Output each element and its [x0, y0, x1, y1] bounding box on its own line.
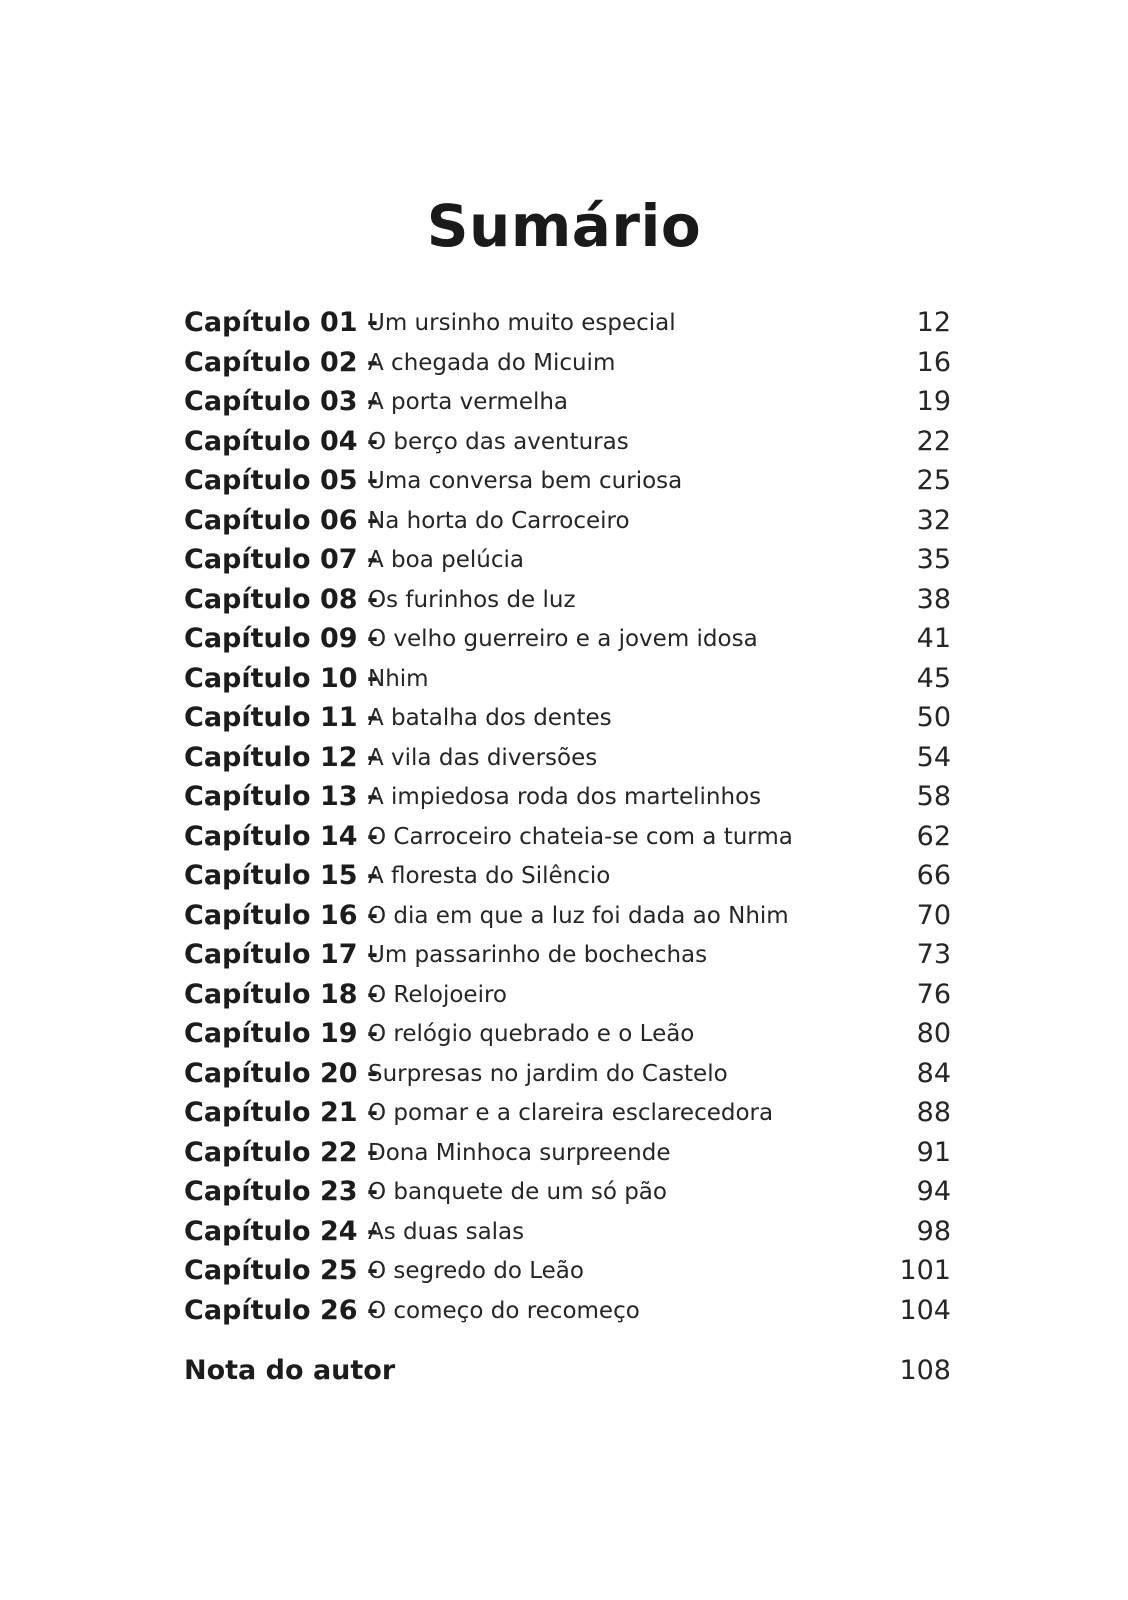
toc-entry-chapter — [184, 896, 951, 936]
toc-entry-chapter — [184, 501, 951, 541]
chapter-label: Capítulo 02 - — [184, 346, 379, 378]
chapter-label: Capítulo 26 - — [184, 1294, 379, 1326]
toc-entry-chapter — [184, 856, 951, 896]
chapter-page-number: 76 — [916, 978, 951, 1010]
chapter-page-number: 94 — [916, 1176, 951, 1207]
chapter-page-number: 101 — [899, 1255, 951, 1286]
chapter-title: O segredo do Leão — [368, 1258, 584, 1284]
toc-entry-chapter — [184, 461, 951, 501]
chapter-page-number: 54 — [916, 741, 951, 773]
toc-entry-chapter — [184, 1212, 951, 1252]
chapter-title: A chegada do Micuim — [368, 349, 616, 376]
chapter-page-number: 45 — [916, 662, 951, 694]
chapter-title: O dia em que a luz foi dada ao Nhim — [368, 902, 789, 929]
toc-entry-chapter — [184, 422, 951, 462]
toc-entry-chapter — [184, 540, 951, 580]
toc-entry-chapter — [184, 1291, 951, 1331]
chapter-label: Capítulo 09 - — [184, 623, 379, 654]
chapter-page-number: 50 — [916, 702, 951, 733]
chapter-page-number: 19 — [916, 386, 951, 417]
chapter-title: Um ursinho muito especial — [368, 310, 676, 336]
chapter-label: Capítulo 19 - — [184, 1018, 379, 1049]
chapter-title: A impiedosa roda dos martelinhos — [368, 784, 762, 810]
chapter-page-number: 80 — [916, 1018, 951, 1049]
toc-entry-chapter — [184, 1133, 951, 1173]
toc-entry-chapter — [184, 343, 951, 383]
toc-entry-chapter — [184, 1093, 951, 1133]
chapter-title: O Relojoeiro — [368, 981, 507, 1008]
chapter-title: Uma conversa bem curiosa — [368, 468, 683, 494]
chapter-page-number: 22 — [916, 425, 951, 457]
page-title: Sumário — [426, 192, 702, 260]
chapter-page-number: 104 — [899, 1294, 951, 1326]
chapter-title: O relógio quebrado e o Leão — [368, 1021, 695, 1047]
chapter-page-number: 73 — [916, 939, 951, 970]
chapter-page-number: 91 — [916, 1136, 951, 1168]
chapter-label: Capítulo 24 - — [184, 1215, 379, 1247]
toc-entry-chapter — [184, 738, 951, 778]
chapter-title: A vila das diversões — [368, 744, 598, 771]
chapter-page-number: 35 — [916, 544, 951, 575]
chapter-label: Capítulo 08 - — [184, 583, 379, 615]
chapter-page-number: 12 — [916, 307, 951, 338]
toc-entry-chapter — [184, 1054, 951, 1094]
chapter-label: Capítulo 21 - — [184, 1097, 379, 1128]
author-note-page-number: 108 — [899, 1355, 951, 1386]
chapter-label: Capítulo 11 - — [184, 702, 379, 733]
toc-entry-chapter — [184, 935, 951, 975]
chapter-title: Os furinhos de luz — [368, 586, 576, 613]
toc-entry-chapter — [184, 382, 951, 422]
chapter-label: Capítulo 23 - — [184, 1176, 379, 1207]
chapter-page-number: 84 — [916, 1057, 951, 1089]
toc-entry-author-note — [184, 1351, 951, 1391]
toc-entry-chapter — [184, 777, 951, 817]
chapter-title: A boa pelúcia — [368, 547, 524, 573]
chapter-label: Capítulo 15 - — [184, 860, 379, 891]
toc-entry-chapter — [184, 303, 951, 343]
chapter-page-number: 88 — [916, 1097, 951, 1128]
chapter-title: O pomar e a clareira esclarecedora — [368, 1100, 774, 1126]
table-of-contents — [184, 303, 951, 1330]
toc-entry-chapter — [184, 1172, 951, 1212]
chapter-title: Nhim — [368, 665, 429, 692]
toc-entry-chapter — [184, 659, 951, 699]
chapter-page-number: 70 — [916, 899, 951, 931]
chapter-page-number: 38 — [916, 583, 951, 615]
toc-entry-chapter — [184, 1014, 951, 1054]
chapter-label: Capítulo 03 - — [184, 386, 379, 417]
chapter-label: Capítulo 14 - — [184, 820, 379, 852]
chapter-title: O berço das aventuras — [368, 428, 629, 455]
chapter-label: Capítulo 12 - — [184, 741, 379, 773]
toc-entry-chapter — [184, 975, 951, 1015]
chapter-page-number: 32 — [916, 504, 951, 536]
chapter-title: A porta vermelha — [368, 389, 569, 415]
chapter-label: Capítulo 25 - — [184, 1255, 379, 1286]
chapter-label: Capítulo 06 - — [184, 504, 379, 536]
chapter-title: O velho guerreiro e a jovem idosa — [368, 626, 758, 652]
chapter-title: Dona Minhoca surpreende — [368, 1139, 671, 1166]
chapter-page-number: 25 — [916, 465, 951, 496]
chapter-label: Capítulo 05 - — [184, 465, 379, 496]
toc-entry-chapter — [184, 619, 951, 659]
chapter-page-number: 16 — [916, 346, 951, 378]
chapter-page-number: 98 — [916, 1215, 951, 1247]
chapter-title: O Carroceiro chateia-se com a turma — [368, 823, 793, 850]
toc-entry-chapter — [184, 698, 951, 738]
chapter-title: O banquete de um só pão — [368, 1179, 667, 1205]
chapter-label: Capítulo 01 - — [184, 307, 379, 338]
chapter-label: Capítulo 10 - — [184, 662, 379, 694]
chapter-title: O começo do recomeço — [368, 1297, 640, 1324]
chapter-title: Um passarinho de bochechas — [368, 942, 708, 968]
chapter-label: Capítulo 18 - — [184, 978, 379, 1010]
chapter-title: As duas salas — [368, 1218, 525, 1245]
chapter-label: Capítulo 16 - — [184, 899, 379, 931]
chapter-title: A floresta do Silêncio — [368, 863, 611, 889]
chapter-title: Na horta do Carroceiro — [368, 507, 630, 534]
chapter-label: Capítulo 04 - — [184, 425, 379, 457]
chapter-label: Capítulo 13 - — [184, 781, 379, 812]
chapter-label: Capítulo 22 - — [184, 1136, 379, 1168]
chapter-label: Capítulo 07 - — [184, 544, 379, 575]
chapter-page-number: 58 — [916, 781, 951, 812]
chapter-page-number: 62 — [916, 820, 951, 852]
toc-entry-chapter — [184, 1251, 951, 1291]
chapter-page-number: 41 — [916, 623, 951, 654]
chapter-title: A batalha dos dentes — [368, 705, 612, 731]
chapter-label: Capítulo 20 - — [184, 1057, 379, 1089]
toc-entry-chapter — [184, 580, 951, 620]
toc-entry-chapter — [184, 817, 951, 857]
chapter-title: Surpresas no jardim do Castelo — [368, 1060, 728, 1087]
chapter-page-number: 66 — [916, 860, 951, 891]
chapter-label: Capítulo 17 - — [184, 939, 379, 970]
author-note-label: Nota do autor — [184, 1355, 396, 1386]
